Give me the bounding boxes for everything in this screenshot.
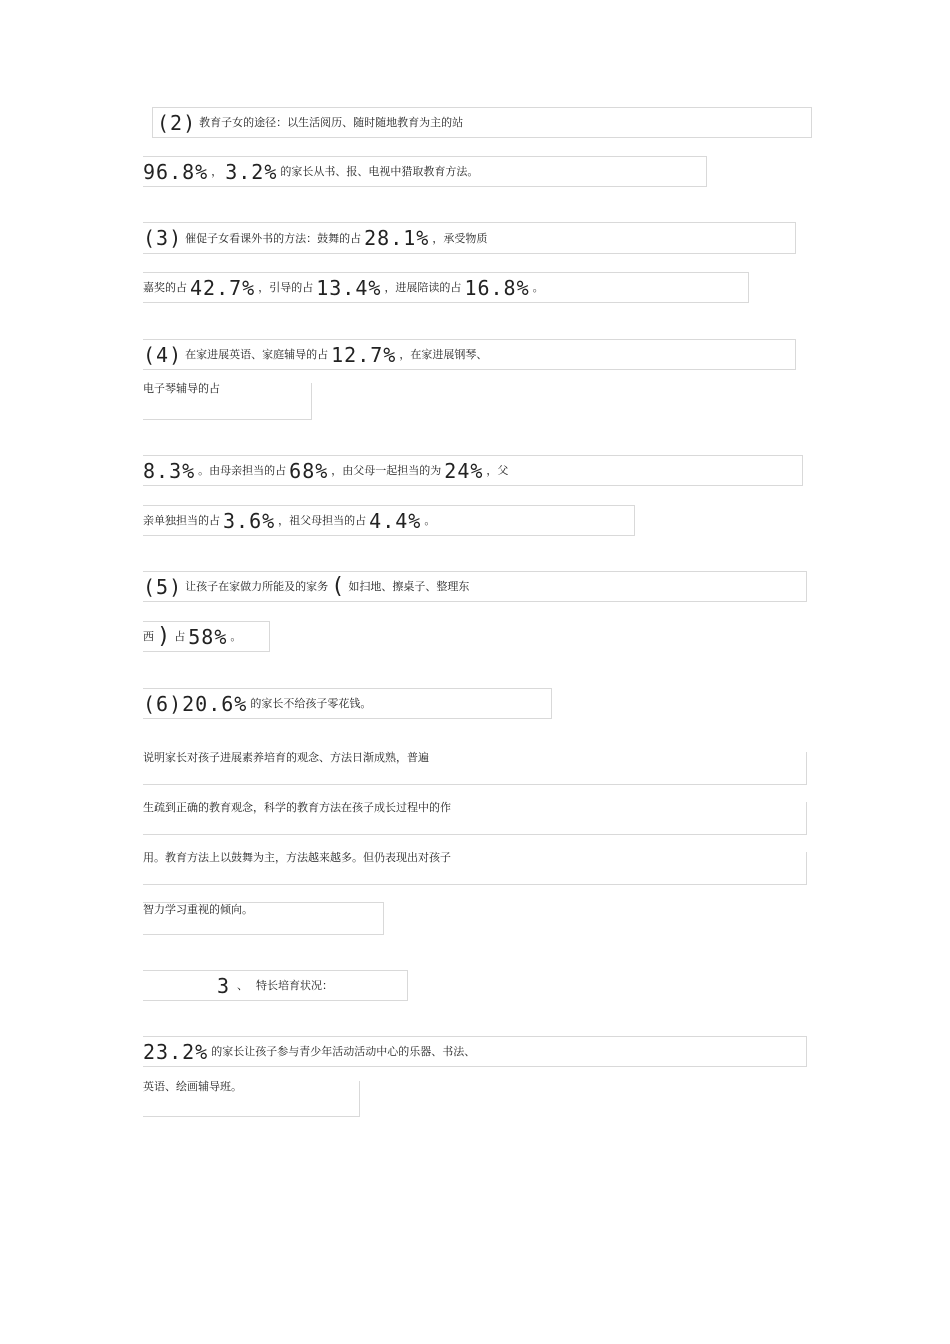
text-line-15 bbox=[143, 902, 384, 935]
text-line-14 bbox=[143, 852, 807, 885]
line-text: 电子琴辅导的占 bbox=[143, 382, 220, 395]
line-text: 的家长不给孩子零花钱。 bbox=[250, 697, 372, 710]
line-text: ，由父母一起担当的为 bbox=[331, 464, 442, 477]
item-number: (6)20.6% bbox=[143, 691, 248, 716]
line-text: 。 bbox=[230, 630, 242, 643]
line-text: 让孩子在家做力所能及的家务 bbox=[185, 580, 329, 593]
line-text: 英语、绘画辅导班。 bbox=[143, 1080, 242, 1093]
line-text: 嘉奖的占 bbox=[143, 281, 187, 294]
line-text: ，祖父母担当的占 bbox=[278, 514, 367, 527]
percentage: 13.4% bbox=[316, 275, 382, 300]
percentage: 28.1% bbox=[364, 226, 430, 250]
percentage: 12.7% bbox=[331, 342, 397, 367]
text-line-18 bbox=[143, 1081, 360, 1117]
line-text: 。 bbox=[532, 281, 544, 294]
text-line-3 bbox=[143, 222, 796, 254]
text-line-12 bbox=[143, 752, 807, 785]
line-text: 西 bbox=[143, 630, 154, 643]
text-line-11 bbox=[143, 688, 552, 719]
line-text: ，进展陪读的占 bbox=[384, 281, 462, 294]
text-line-17 bbox=[143, 1036, 807, 1067]
item-number: (3) bbox=[143, 226, 183, 250]
line-text: ， bbox=[211, 165, 223, 178]
percentage: 96.8% bbox=[143, 159, 209, 184]
line-text: ，父 bbox=[486, 464, 509, 477]
line-text: 教育子女的途径：以生活阅历、随时随地教育为主的站 bbox=[199, 116, 464, 129]
percentage: 4.4% bbox=[369, 508, 422, 533]
line-text: 占 bbox=[174, 630, 186, 643]
percentage: 24% bbox=[444, 458, 484, 483]
line-text: 说明家长对孩子进展素养培育的观念、方法日渐成熟，普遍 bbox=[143, 751, 429, 764]
text-line-8 bbox=[143, 505, 635, 536]
line-text: 生疏到正确的教育观念，科学的教育方法在孩子成长过程中的作 bbox=[143, 801, 451, 814]
line-text: 在家进展英语、家庭辅导的占 bbox=[185, 348, 329, 361]
line-text: 的家长让孩子参与青少年活动活动中心的乐器、书法、 bbox=[211, 1045, 476, 1058]
text-line-9 bbox=[143, 571, 807, 602]
section-title: 特长培育状况： bbox=[256, 979, 334, 992]
paren-close: ) bbox=[157, 623, 172, 649]
line-text: 如扫地、擦桌子、整理东 bbox=[348, 580, 470, 593]
line-text: 亲单独担当的占 bbox=[143, 514, 220, 527]
text-line-7 bbox=[143, 455, 803, 486]
text-line-6 bbox=[143, 383, 312, 420]
percentage: 58% bbox=[188, 624, 228, 649]
text-line-10 bbox=[143, 621, 270, 652]
section-number: 3 bbox=[217, 973, 231, 998]
line-text: 催促子女看课外书的方法：鼓舞的占 bbox=[185, 231, 362, 245]
line-text: ，承受物质 bbox=[432, 231, 488, 245]
text-line-13 bbox=[143, 802, 807, 835]
line-text: 的家长从书、报、电视中猎取教育方法。 bbox=[280, 165, 479, 178]
line-text: 智力学习重视的倾向。 bbox=[143, 903, 253, 916]
line-text: 。 bbox=[424, 514, 436, 527]
line-text: 。由母亲担当的占 bbox=[198, 464, 287, 477]
text-line-2 bbox=[143, 156, 707, 187]
section-heading bbox=[143, 970, 408, 1001]
line-text: ，在家进展钢琴、 bbox=[399, 348, 488, 361]
item-number: (2) bbox=[157, 110, 197, 135]
text-line-5 bbox=[143, 339, 796, 370]
percentage: 68% bbox=[289, 458, 329, 483]
line-text: 、 bbox=[237, 979, 249, 992]
percentage: 3.2% bbox=[225, 159, 278, 184]
text-line-1 bbox=[152, 107, 812, 138]
item-number: (4) bbox=[143, 342, 183, 367]
line-text: ，引导的占 bbox=[258, 281, 314, 294]
percentage: 23.2% bbox=[143, 1039, 209, 1064]
paren-open: ( bbox=[331, 573, 346, 599]
line-text: 用。教育方法上以鼓舞为主，方法越来越多。但仍表现出对孩子 bbox=[143, 851, 451, 864]
item-number: (5) bbox=[143, 574, 183, 599]
percentage: 3.6% bbox=[223, 508, 276, 533]
percentage: 8.3% bbox=[143, 458, 196, 483]
percentage: 16.8% bbox=[464, 275, 530, 300]
percentage: 42.7% bbox=[190, 275, 256, 300]
text-line-4 bbox=[143, 272, 749, 303]
